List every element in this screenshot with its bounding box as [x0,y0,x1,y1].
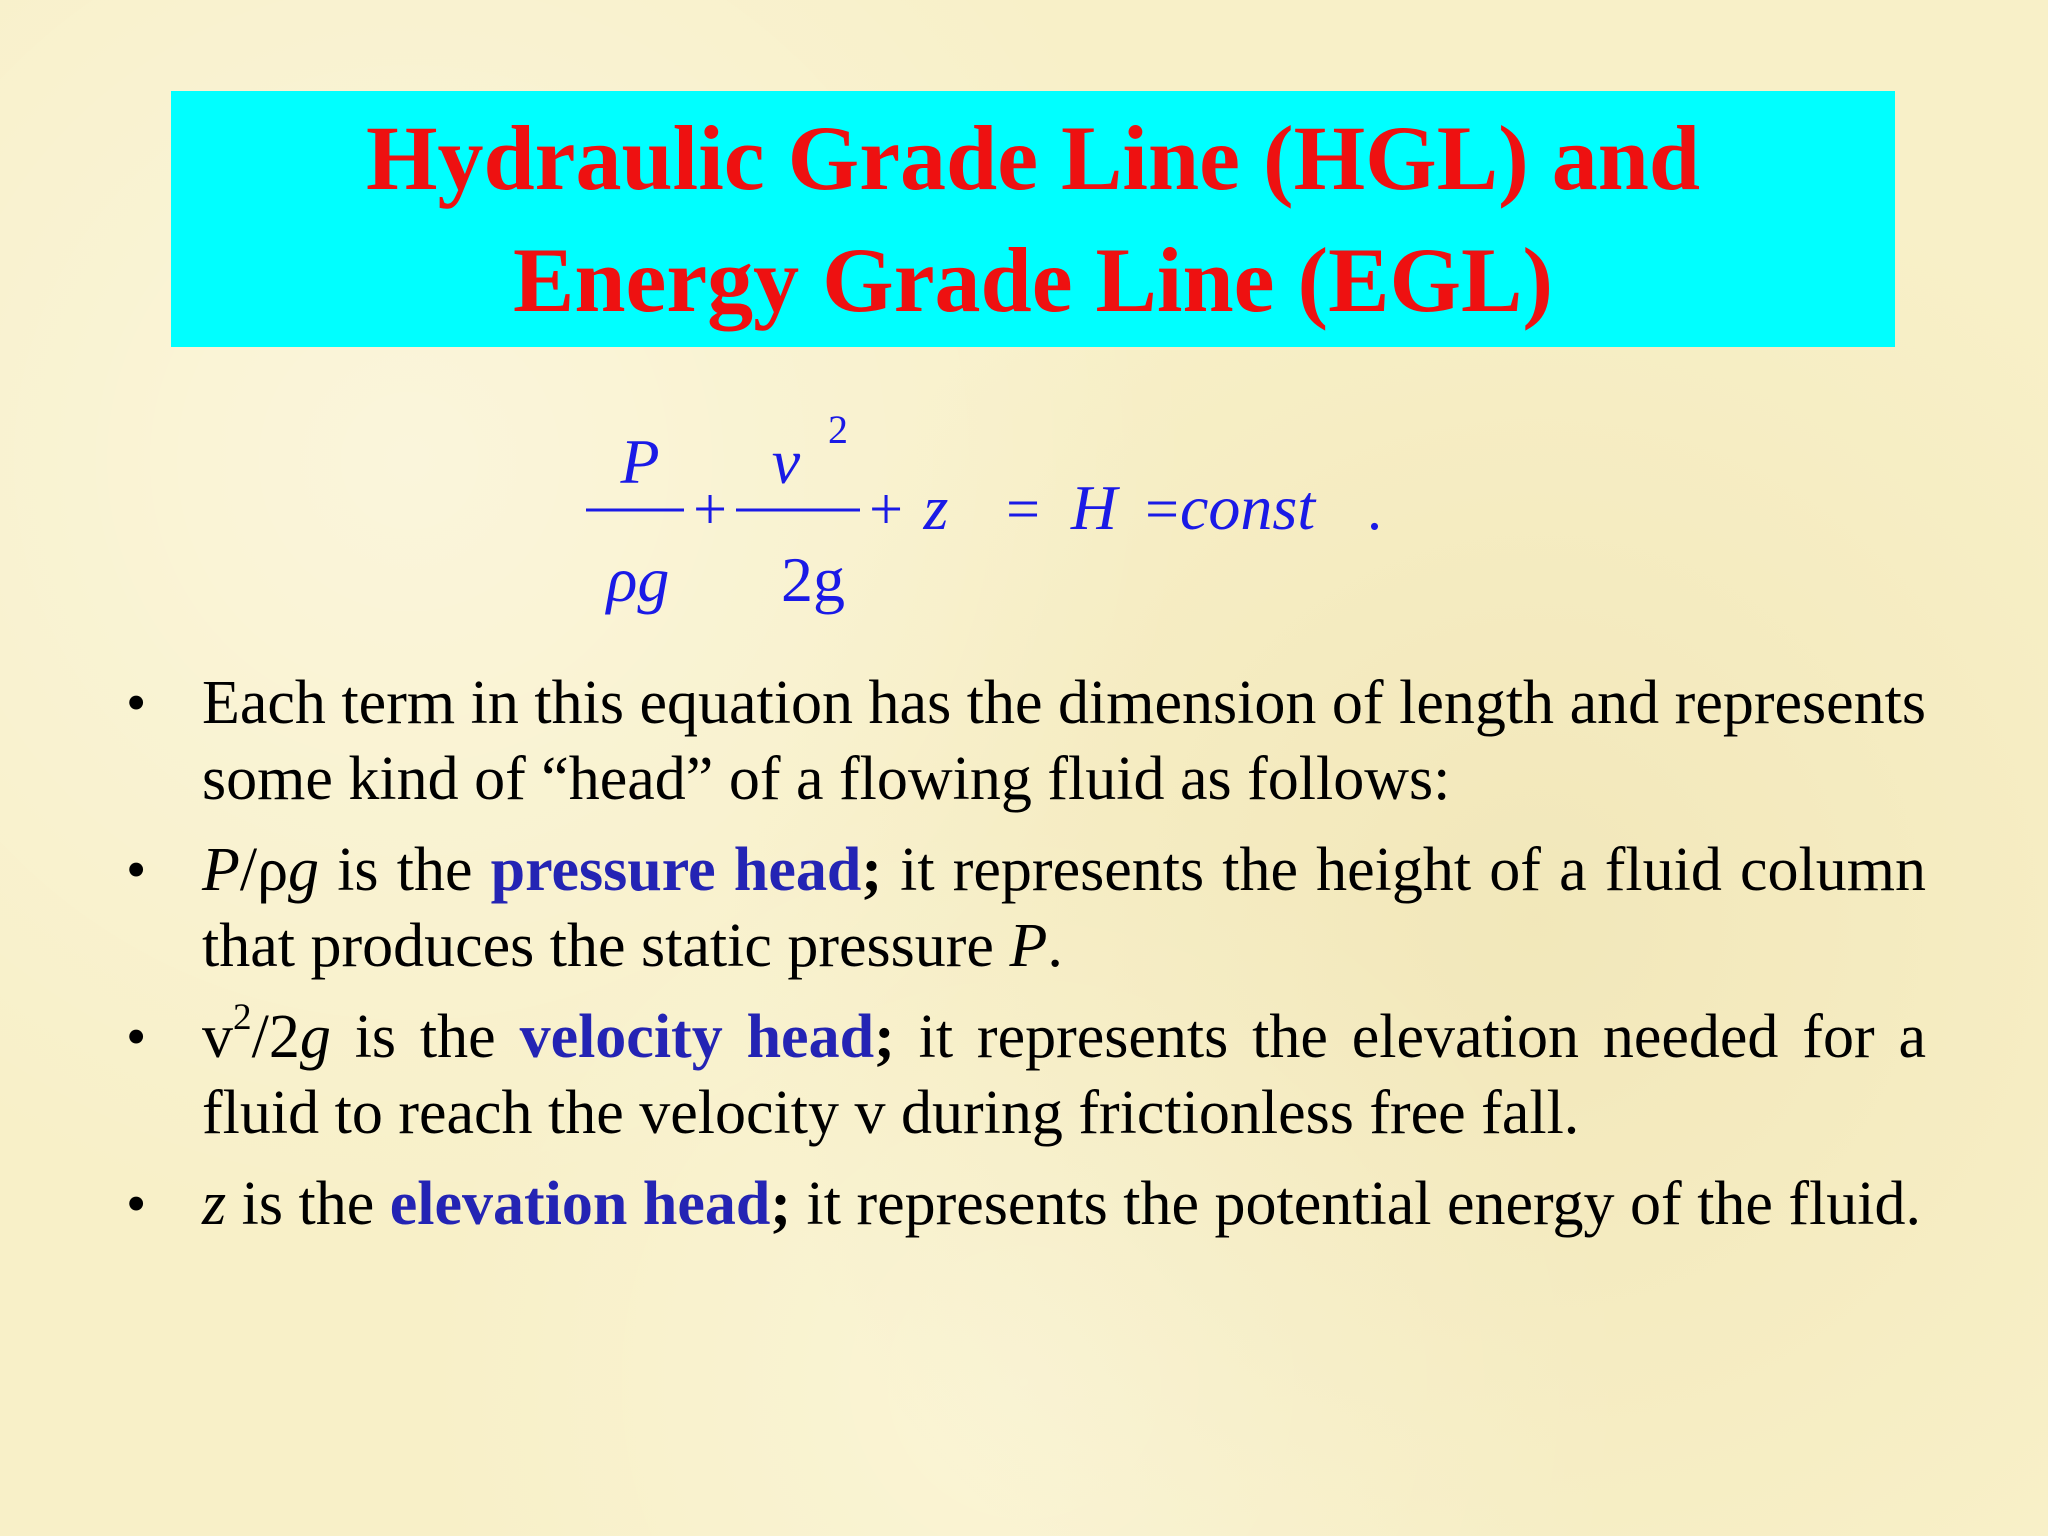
eq-equals-2: = [1145,476,1179,542]
text-post: it represents the elevation needed for a fluid to reach the velocity v during frictionless free fall. [202,1003,1926,1147]
symbol-g: g [299,1003,331,1071]
text-end: . [1047,912,1063,980]
symbol-over-2: /2 [251,1003,300,1071]
symbol-g: g [288,836,320,904]
eq-period: . [1367,476,1382,542]
symbol-v: v [202,1003,233,1071]
text-pre: is the [319,836,491,904]
bernoulli-equation [560,405,1460,635]
eq-elevation-z: z [923,472,949,543]
eq-total-head-h: H [1070,472,1118,543]
symbol-rho: /ρ [239,836,289,904]
bullet-text: Each term in this equation has the dimension of length and represents some kind of “head” of a flowing fluid as follows: [202,669,1926,813]
symbol-p: P [202,836,240,904]
eq-const: const [1180,472,1316,543]
text-pre: is the [330,1003,520,1071]
eq-denominator-rhog: ρg [606,544,670,615]
bullet-item-velocity-head [120,999,1926,1151]
text-pre: is the [226,1170,390,1238]
symbol-z: z [202,1170,227,1238]
symbol-v-exponent: 2 [233,997,252,1039]
title-banner [171,91,1895,347]
bullet-item-pressure-head [120,832,1926,984]
eq-equals-1: = [1006,476,1040,542]
bullet-item-elevation-head [120,1166,1926,1242]
bullet-list [120,665,1926,1257]
bullet-marker: • [126,1171,147,1236]
term-semicolon: ; [770,1170,792,1238]
eq-velocity-exponent: 2 [828,407,848,452]
eq-denominator-2g: 2g [781,544,845,615]
symbol-p-end: P [1009,912,1048,980]
eq-plus-1: + [693,476,727,542]
text-post: it represents the height of a fluid column that produces the static pressure [202,836,1926,980]
bullet-marker: • [126,837,147,902]
title-line-1: Hydraulic Grade Line (HGL) and [365,107,1701,209]
bullet-item-dimension [120,665,1926,817]
term-elevation-head: elevation head [389,1170,771,1238]
term-pressure-head: pressure head [490,836,862,904]
bullet-marker: • [126,1004,147,1069]
text-post: it represents the potential energy of the fluid. [791,1170,1922,1238]
bullet-marker: • [126,670,147,735]
term-semicolon: ; [874,1003,895,1071]
eq-numerator-velocity: v [771,426,801,497]
term-velocity-head: velocity head [519,1003,875,1071]
title-line-2: Energy Grade Line (EGL) [512,229,1554,331]
eq-plus-2: + [869,476,903,542]
eq-numerator-pressure: P [620,426,660,497]
term-semicolon: ; [861,836,882,904]
